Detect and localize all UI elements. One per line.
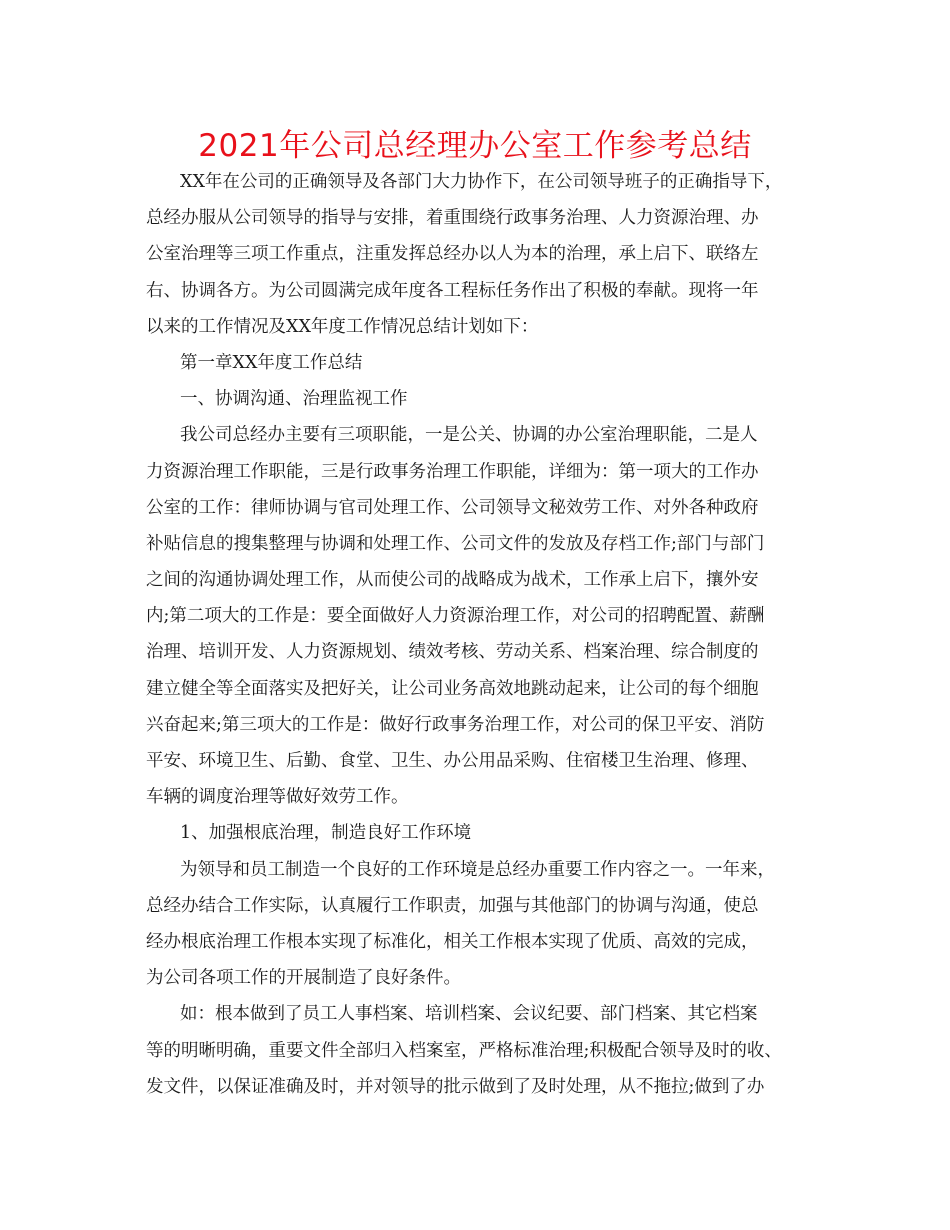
body-line: XX年在公司的正确领导及各部门大力协作下，在公司领导班子的正确指导下， [180, 172, 783, 192]
document-title: 2021年公司总经理办公室工作参考总结 [198, 128, 752, 164]
body-line: 补贴信息的搜集整理与协调和处理工作、公司文件的发放及存档工作;部门与部门 [146, 533, 765, 554]
body-line: 以来的工作情况及XX年度工作情况总结计划如下： [146, 316, 539, 337]
body-line: 发文件，以保证准确及时，并对领导的批示做到了及时处理，从不拖拉;做到了办 [146, 1076, 765, 1097]
body-line: 车辆的调度治理等做好效劳工作。 [146, 787, 409, 808]
body-line: 之间的沟通协调处理工作，从而使公司的战略成为战术，工作承上启下，攘外安 [146, 570, 759, 591]
chapter-heading: 第一章XX年度工作总结 [180, 352, 363, 373]
body-line: 总经办服从公司领导的指导与安排，着重围绕行政事务治理、人力资源治理、办 [146, 208, 759, 229]
body-line: 公室的工作：律师协调与官司处理工作、公司领导文秘效劳工作、对外各种政府 [146, 497, 759, 518]
section-heading: 一、协调沟通、治理监视工作 [180, 389, 408, 410]
body-line: 平安、环境卫生、后勤、食堂、卫生、办公用品采购、住宿楼卫生治理、修理、 [146, 751, 759, 771]
subsection-heading: 1、加强根底治理，制造良好工作环境 [180, 823, 472, 844]
body-line: 内;第二项大的工作是：要全面做好人力资源治理工作，对公司的招聘配置、薪酬 [146, 606, 765, 627]
body-line: 等的明晰明确，重要文件全部归入档案室，严格标准治理;积极配合领导及时的收、 [146, 1040, 782, 1061]
body-line: 建立健全等全面落实及把好关，让公司业务高效地跳动起来，让公司的每个细胞 [146, 678, 759, 699]
body-line: 经办根底治理工作根本实现了标准化，相关工作根本实现了优质、高效的完成， [146, 931, 759, 952]
body-line: 治理、培训开发、人力资源规划、绩效考核、劳动关系、档案治理、综合制度的 [146, 642, 759, 663]
body-line: 右、协调各方。为公司圆满完成年度各工程标任务作出了积极的奉献。现将一年 [146, 280, 759, 301]
body-line: 公室治理等三项工作重点，注重发挥总经办以人为本的治理，承上启下、联络左 [146, 244, 759, 265]
body-line: 为领导和员工制造一个良好的工作环境是总经办重要工作内容之一。一年来， [180, 859, 775, 880]
body-line: 我公司总经办主要有三项职能，一是公关、协调的办公室治理职能，二是人 [180, 425, 758, 446]
body-line: 兴奋起来;第三项大的工作是：做好行政事务治理工作，对公司的保卫平安、消防 [146, 714, 765, 735]
body-line: 如：根本做到了员工人事档案、培训档案、会议纪要、部门档案、其它档案 [180, 1004, 758, 1025]
body-line: 为公司各项工作的开展制造了良好条件。 [146, 968, 461, 989]
body-line: 总经办结合工作实际，认真履行工作职责，加强与其他部门的协调与沟通，使总 [146, 895, 759, 916]
document-body [146, 164, 826, 1105]
body-line: 力资源治理工作职能，三是行政事务治理工作职能，详细为：第一项大的工作办 [146, 461, 759, 482]
